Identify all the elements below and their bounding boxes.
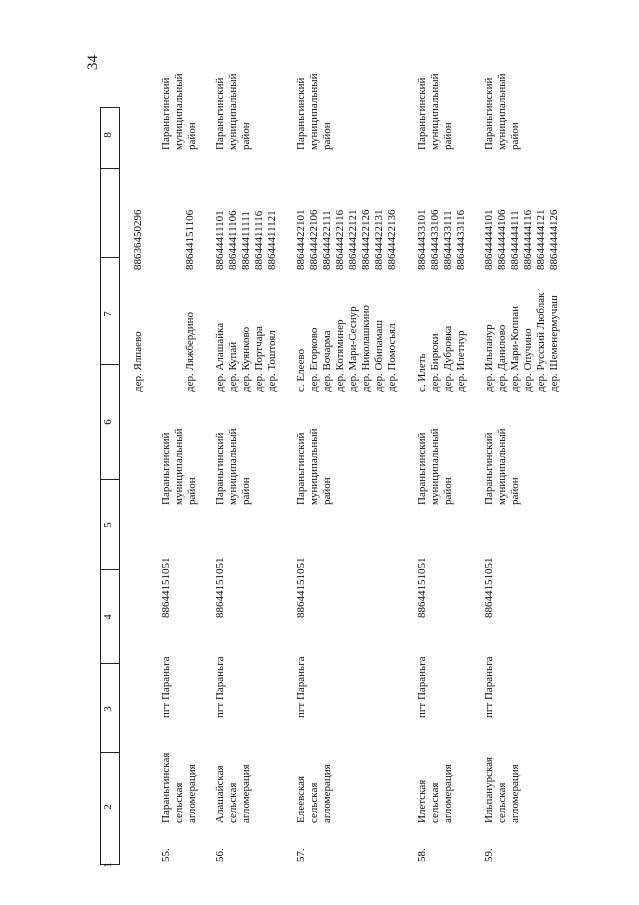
agglomeration-name: Ильпанурская сельская агломерация xyxy=(483,756,521,823)
settlement-codes: 88644444101 88644444106 88644444111 88644444116 88644444121 88644444126 xyxy=(483,209,560,270)
settlements-list: с. Илеть дер. Бирюки дер. Дубровка дер. Илетнур xyxy=(416,325,467,392)
settlement-codes: 88644411101 88644411106 88644411111 88644411116 88644411121 xyxy=(214,210,278,270)
settlements-list: дер. Ялпаево дер. Ляжбердино xyxy=(132,311,196,392)
settlement-district: Параньгинский муниципальный район xyxy=(483,73,521,150)
center-district: Параньгинский муниципальный район xyxy=(483,428,521,505)
row-number: 57. xyxy=(295,848,307,862)
row-number: 59. xyxy=(483,848,495,862)
column-number: 8 xyxy=(102,132,114,138)
agglomeration-name: Алашайская сельская агломерация xyxy=(214,764,252,823)
column-number: 1 xyxy=(102,862,114,868)
center-code: 88644151051 xyxy=(416,557,428,618)
page-number: 34 xyxy=(85,55,101,70)
center-district: Параньгинский муниципальный район xyxy=(214,428,252,505)
center-district: Параньгинский муниципальный район xyxy=(295,428,333,505)
center-code: 88644151051 xyxy=(214,557,226,618)
row-number: 56. xyxy=(214,848,226,862)
column-number: 5 xyxy=(102,522,114,528)
column-number: 4 xyxy=(102,614,114,620)
column-divider xyxy=(100,752,120,753)
column-number: 6 xyxy=(102,419,114,425)
settlements-list: дер. Алашайка дер. Купай дер. Куянково дер. Портчара дер. Тоштоял xyxy=(214,322,278,392)
agglomeration-name: Елеевская сельская агломерация xyxy=(295,764,333,823)
column-divider xyxy=(100,107,120,108)
center-district: Параньгинский муниципальный район xyxy=(160,428,198,505)
settlement-codes: 88636450296 88644151106 xyxy=(132,209,196,270)
settlement-district: Параньгинский муниципальный район xyxy=(295,73,333,150)
row-number: 55. xyxy=(160,848,172,862)
settlement-district: Параньгинский муниципальный район xyxy=(160,73,198,150)
settlement-district: Параньгинский муниципальный район xyxy=(214,73,252,150)
column-number: 2 xyxy=(102,804,114,810)
row-number: 58. xyxy=(416,848,428,862)
settlement-district: Параньгинский муниципальный район xyxy=(416,73,454,150)
column-divider xyxy=(100,479,120,480)
column-divider xyxy=(100,364,120,365)
settlements-list: с. Елеево дер. Егорково дер. Вочарма дер. Котяминер дер. Мари-Сеснур дер. Николашкино дер. Обипамаш дер. Помосъял xyxy=(295,305,398,392)
center-code: 88644151051 xyxy=(160,557,172,618)
column-divider xyxy=(100,569,120,570)
center-code: 88644151051 xyxy=(295,557,307,618)
agglomeration-name: Илетская сельская агломерация xyxy=(416,764,454,823)
center-code: 88644151051 xyxy=(483,557,495,618)
column-divider xyxy=(100,663,120,664)
center-name: пгт Параньга xyxy=(214,656,226,718)
settlements-list: дер. Ильпанур дер. Данилово дер. Мари-Коппаи дер. Опучино дер. Русский Люблак дер. Шеменермучаш xyxy=(483,292,560,392)
settlement-codes: 88644422101 88644422106 88644422111 88644422116 88644422121 88644422126 88644422131 88644422136 xyxy=(295,209,398,270)
center-district: Параньгинский муниципальный район xyxy=(416,428,454,505)
column-number: 3 xyxy=(102,706,114,712)
center-name: пгт Параньга xyxy=(160,656,172,718)
column-divider xyxy=(100,257,120,258)
agglomeration-name: Параньгинская сельская агломерация xyxy=(160,752,198,823)
center-name: пгт Параньга xyxy=(295,656,307,718)
center-name: пгт Параньга xyxy=(416,656,428,718)
settlement-codes: 88644433101 88644433106 88644433111 88644433116 xyxy=(416,209,467,270)
column-number: 7 xyxy=(102,311,114,317)
center-name: пгт Параньга xyxy=(483,656,495,718)
column-divider xyxy=(100,168,120,169)
